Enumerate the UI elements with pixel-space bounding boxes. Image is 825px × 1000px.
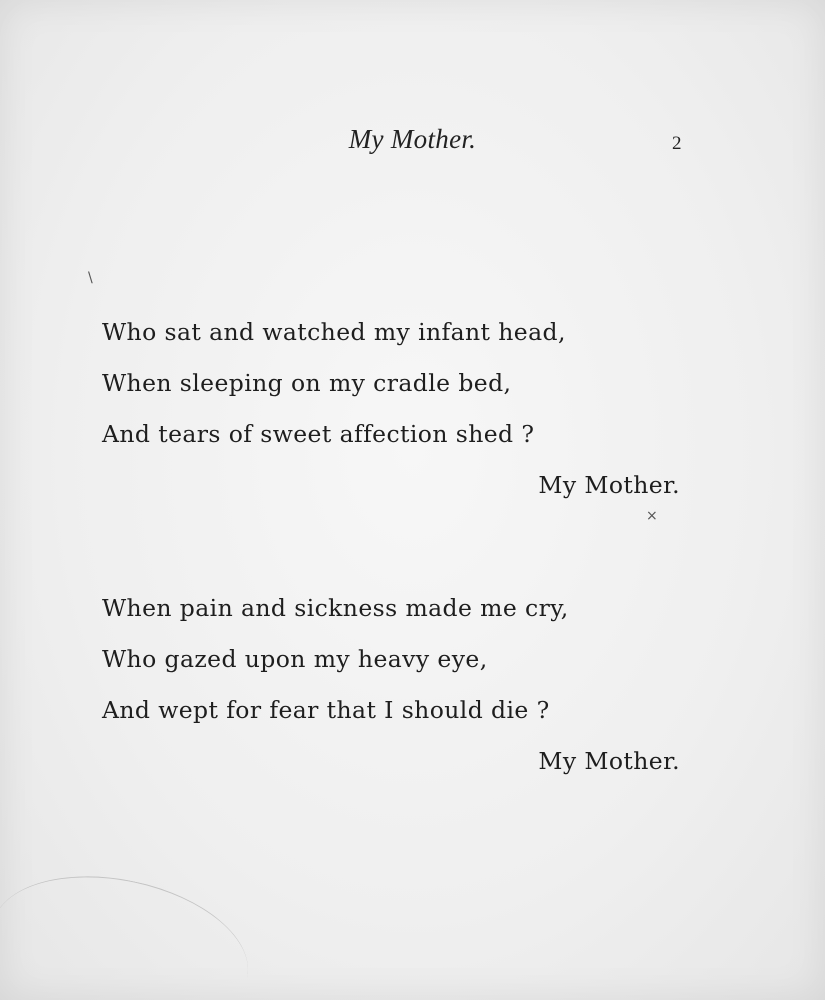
pencil-mark: × [646, 508, 658, 524]
verse-line: And tears of sweet affection shed ? [102, 420, 535, 448]
verse-line: When pain and sickness made me cry, [102, 594, 569, 622]
verse-line: Who sat and watched my infant head, [102, 318, 566, 346]
refrain-line: My Mother. [538, 471, 680, 499]
running-title: My Mother. [348, 124, 477, 154]
page-number: 2 [672, 133, 682, 154]
verse-line: Who gazed upon my heavy eye, [102, 645, 488, 673]
refrain-line: My Mother. [538, 747, 680, 775]
paper-crease [0, 855, 262, 1000]
verse-line: And wept for fear that I should die ? [102, 696, 550, 724]
stanza-1 [102, 312, 692, 516]
stanza-2 [102, 588, 692, 792]
verse-line: When sleeping on my cradle bed, [102, 369, 512, 397]
pencil-mark: \ [88, 270, 93, 286]
